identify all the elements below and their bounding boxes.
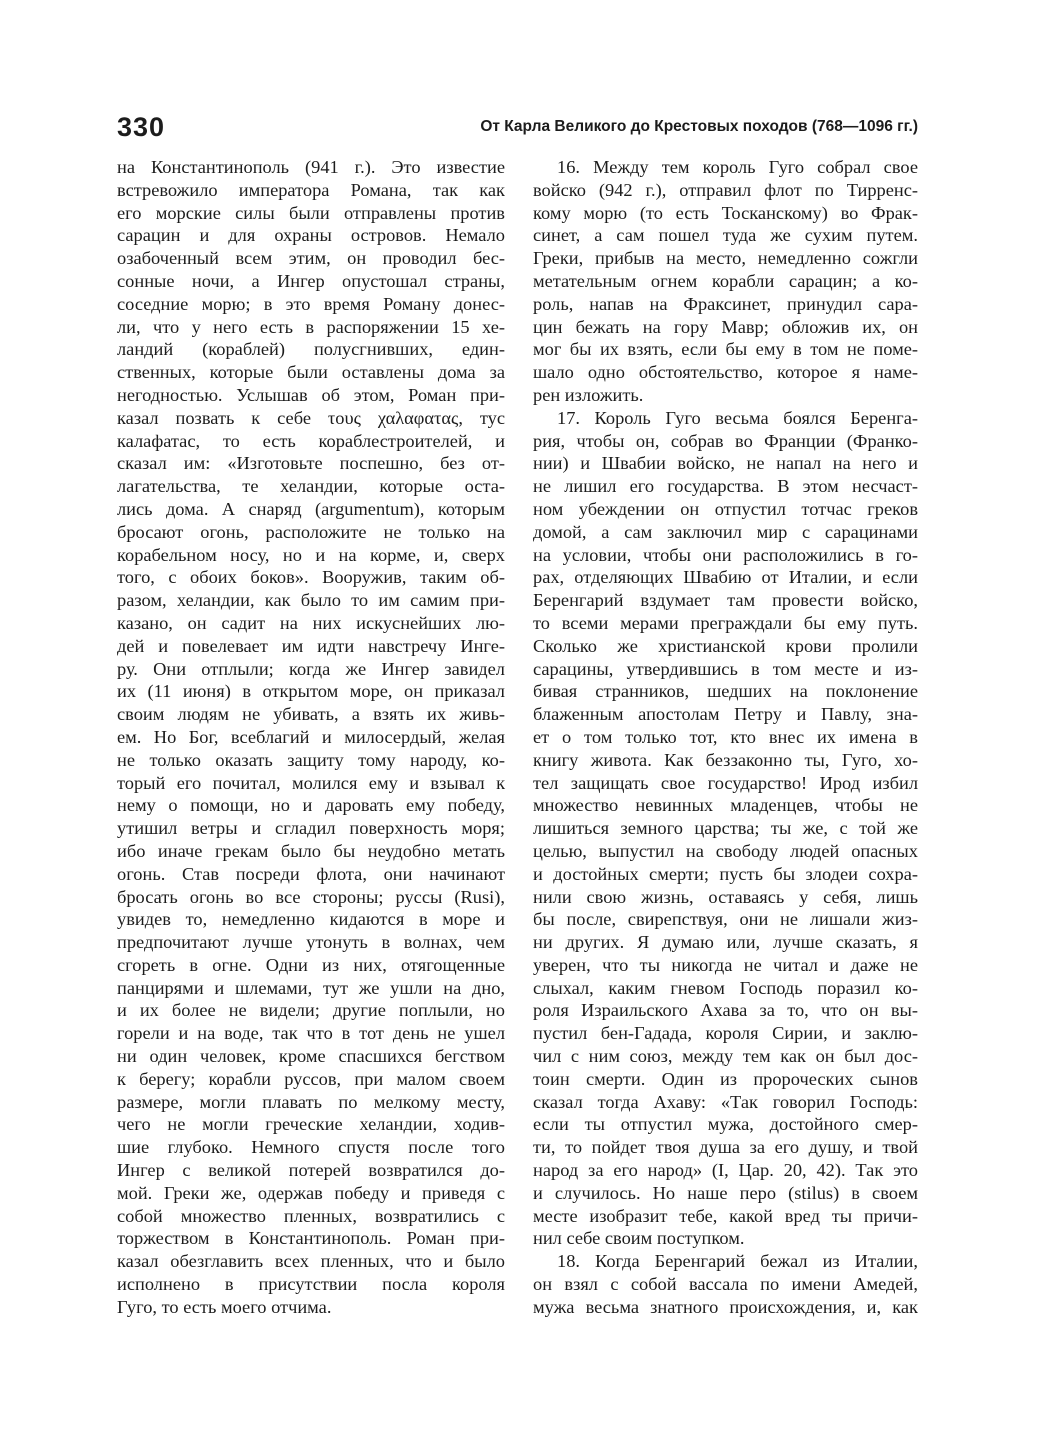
text-line: ру. Они отплыли; когда же Ингер завидел [117,658,505,679]
text-line: уверен, что ты никогда не читал и даже не [533,954,918,975]
text-line: казал позвать к себе τους χαλαφατας, тус [117,407,505,428]
text-line: метательным огнем корабли сарацин; а ко- [533,270,918,291]
text-line: мужа весьма знатного происхождения, и, как [533,1296,918,1317]
text-line: 17. Король Гуго весьма боялся Беренга- [557,407,918,428]
text-line: бы после, свирепствуя, они не лишали жиз- [533,909,918,930]
text-line: сказал им: «Изготовьте поспешно, без от- [117,453,505,474]
text-line: сказал тогда Ахаву: «Так говорил Господь: [533,1091,918,1112]
text-line: рия, чтобы он, собрав во Франции (Франко- [533,430,918,451]
text-line: негодностью. Услышав об этом, Роман при- [117,384,505,405]
text-line: сарацины, утвердившись в том месте и из- [533,658,918,679]
text-line: огонь. Став посреди флота, они начинают [117,863,505,884]
text-line: домой, а сам заключил мир с сарацинами [533,521,918,542]
running-title: От Карла Великого до Крестовых походов (768—1096 гг.) [480,118,918,135]
text-line: кому морю (то есть Тосканскому) во Фрак- [533,202,918,223]
text-line: разом, хеландии, как было то им самим при- [117,590,505,611]
text-line: ем. Но Бог, всеблагий и милосердый, желая [117,726,505,747]
text-line: рен изложить. [533,384,644,405]
text-line: слыхал, каким гневом Господь поразил ко- [533,977,918,998]
text-line: Греки, прибыв на место, немедленно сожгли [533,248,918,269]
text-line: Гуго, то есть моего отчима. [117,1296,332,1317]
left-column [117,156,505,1319]
text-line: своим людям не убивать, а взять их живь- [117,704,505,725]
text-line: Ингер с великой потерей возвратился до- [117,1160,505,1181]
text-line: ет о том только тот, кто внес их имена в [533,726,918,747]
text-line: войско (942 г.), отправил флот по Тирренс- [533,179,918,200]
text-line: лись дома. А снаряд (argumentum), которым [117,498,505,519]
text-line: размере, могли плавать по мелкому месту, [117,1091,505,1112]
text-line: месте изобразит тебе, какой вред ты причи- [533,1205,918,1226]
text-line: бросают огонь, расположите не только на [117,521,505,542]
text-line: ни других. Я думаю или, лучше сказать, я [533,932,918,953]
text-line: ти, то пойдет твоя душа за его душу, и твой [533,1137,918,1158]
text-line: ли, что у него есть в распоряжении 15 хе- [117,316,505,337]
text-line: торый его почитал, молился ему и взывал к [117,772,505,793]
text-line: тел защищать свое государство! Ирод избил [533,772,918,793]
text-line: тоин смерти. Один из пророческих сынов [533,1068,918,1089]
text-line: корабельном носу, но и на корме, и, сверх [117,544,505,565]
text-line: и случилось. Но наше перо (stilus) в своем [533,1182,918,1203]
right-column [533,156,918,1319]
text-line: на Константинополь (941 г.). Это известие [117,157,505,177]
text-line: шие глубоко. Немного спустя после того [117,1137,505,1158]
text-line: лишиться земного царства; ты же, с той же [533,818,918,839]
text-line: чего не могли греческие хеландии, ходив- [117,1114,505,1135]
text-line: нии) и Швабии войско, не напал на него и [533,453,918,474]
text-line: собой множество пленных, возвратились с [117,1205,505,1226]
text-line: если ты отпустил мужа, достойного смер- [533,1114,918,1135]
text-line: чил с ним союз, между тем как он был дос- [533,1046,918,1067]
text-line: рах, отделяющих Швабию от Италии, и если [533,567,918,588]
text-line: пустил бен-Гадада, короля Сирии, и заклю- [533,1023,918,1044]
text-line: Беренгарий вздумает там провести войско, [533,590,918,611]
text-line: исполнено в присутствии посла короля [117,1274,505,1295]
text-line: 18. Когда Беренгарий бежал из Италии, [557,1251,918,1272]
text-line: озабоченный всем этим, он проводил бес- [117,248,505,269]
text-line: на условии, чтобы они расположились в го- [533,544,918,565]
text-line: того, с обоих боков». Вооружив, таким об- [117,567,505,588]
text-line: синет, а сам пошел туда же сухим путем. [533,225,918,246]
text-line: ландий (кораблей) полусгнивших, един- [117,339,505,360]
text-line: не только оказать защиту тому народу, ко- [117,749,505,770]
text-line: цин бежать на гору Мавр; обложив их, он [533,316,918,337]
text-line: сарацин и для охраны островов. Немало [117,225,505,246]
text-line: ни один человек, кроме спасшихся бегством [117,1046,505,1067]
text-line: книгу живота. Как беззаконно ты, Гуго, хо- [533,749,918,770]
text-line: утишил ветры и сгладил поверхность моря; [117,818,505,839]
text-line: он взял с собой вассала по имени Амедей, [533,1274,918,1295]
text-line: встревожило императора Романа, так как [117,179,505,200]
text-line: бросать огонь во все стороны; руссы (Rusi), [117,886,505,907]
text-line: народ за его народ» (I, Цар. 20, 42). Так это [533,1160,918,1181]
text-line: казано, он садит на них искуснейших лю- [117,612,505,633]
text-line: его морские силы были отправлены против [117,202,505,223]
text-line: блаженным апостолам Петру и Павлу, зна- [533,704,918,725]
text-line: их (11 июня) в открытом море, он приказал [117,681,505,702]
text-line: ибо иначе грекам было бы неудобно метать [117,840,505,861]
text-line: множество невинных младенцев, чтобы не [533,795,918,816]
text-line: бивая странников, шедших на поклонение [533,681,918,702]
text-line: ственных, которые были оставлены дома за [117,362,505,383]
text-line: мог бы их взять, если бы ему в том не поме- [533,339,918,360]
text-line: соседние морю; в это время Роману донес- [117,293,505,314]
text-line: казал обезглавить всех пленных, что и было [117,1251,505,1272]
text-line: увидев то, немедленно кидаются в море и [117,909,505,930]
text-line: калафатас, то есть кораблестроителей, и [117,430,505,451]
text-line: нему о помощи, но и даровать ему победу, [117,795,505,816]
text-line: лагательства, те хеландии, которые оста- [117,476,505,497]
text-line: шало одно обстоятельство, которое я наме- [533,362,918,383]
text-line: торжеством в Константинополь. Роман при- [117,1228,505,1249]
text-line: роля Израильского Ахава за то, что он вы- [533,1000,918,1021]
text-line: Сколько же христианской крови пролили [533,635,918,656]
text-line: горели и на воде, так что в тот день не ушел [117,1023,505,1044]
text-line: к берегу; корабли руссов, при малом своем [117,1068,505,1089]
text-line: предпочитают лучше утонуть в волнах, чем [117,932,505,953]
text-line: целью, выпустил на свободу людей опасных [533,840,918,861]
text-line: сонные ночи, а Ингер опустошал страны, [117,270,505,291]
text-line: то всеми мерами преграждали бы ему путь. [533,612,918,633]
text-line: и достойных смерти; пусть бы злодеи сохра- [533,863,918,884]
text-line: дей и повелевает им идти навстречу Инге- [117,635,505,656]
text-line: нили свою жизнь, оставаясь у себя, лишь [533,886,918,907]
text-line: ном убеждении он отпустил тотчас греков [533,498,918,519]
text-line: и их более не видели; другие поплыли, но [117,1000,505,1021]
text-line: панцирями и шлемами, тут же ушли на дно, [117,977,505,998]
text-line: сгореть в огне. Одни из них, отягощенные [117,954,505,975]
text-line: роль, напав на Фраксинет, принудил сара- [533,293,918,314]
page-number: 330 [117,112,166,142]
text-line: мой. Греки же, одержав победу и приведя с [117,1182,505,1203]
text-line: не лишил его государства. В этом несчаст- [533,476,918,497]
text-line: 16. Между тем король Гуго собрал свое [557,157,918,177]
text-line: нил себе своим поступком. [533,1228,745,1249]
